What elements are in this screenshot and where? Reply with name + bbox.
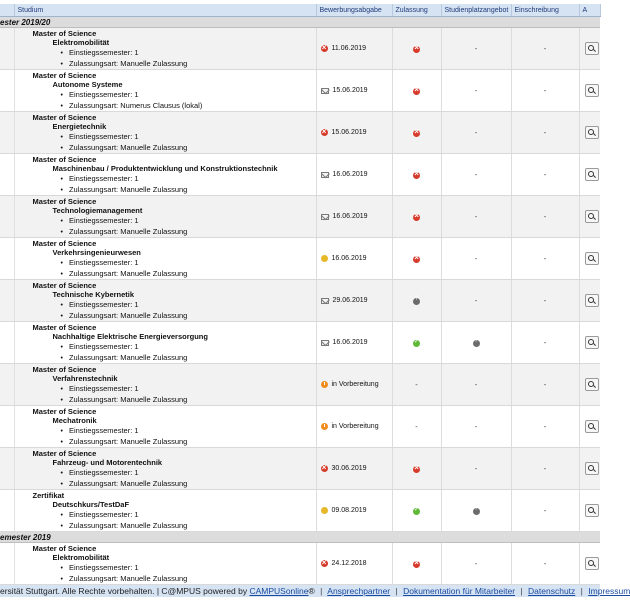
actions-cell xyxy=(579,280,600,322)
zulassung-cell xyxy=(392,322,441,364)
page-footer xyxy=(0,586,630,596)
registered-mark: ® xyxy=(308,586,315,596)
bewerbung-date: 16.06.2019 xyxy=(332,171,368,178)
magnifier-icon[interactable] xyxy=(585,42,599,55)
bewerbung-date: 30.06.2019 xyxy=(331,465,367,472)
einschreibung-cell xyxy=(511,322,579,364)
empty-value: - xyxy=(543,212,547,221)
program-detail: • Einstiegssemester: 1 xyxy=(61,216,316,227)
studienplatz-cell xyxy=(441,70,511,112)
program-detail: • Zulassungsart: Numerus Clausus (lokal) xyxy=(61,101,316,112)
einschreibung-cell xyxy=(511,406,579,448)
einschreibung-cell xyxy=(511,238,579,280)
zulassung-cell xyxy=(392,238,441,280)
bewerbung-date: 29.06.2019 xyxy=(332,297,368,304)
program-name: Elektromobilität xyxy=(52,553,110,562)
program-detail: • Einstiegssemester: 1 xyxy=(61,510,316,521)
studienplatz-cell xyxy=(441,543,511,585)
bewerbung-cell xyxy=(316,448,392,490)
mail-icon xyxy=(321,298,329,304)
col-header-einschreibung[interactable]: Einschreibung xyxy=(511,4,579,17)
actions-cell xyxy=(579,322,600,364)
actions-cell xyxy=(579,70,600,112)
row-lead xyxy=(0,154,14,196)
studienplatz-cell xyxy=(441,280,511,322)
campusonline-link[interactable]: CAMPUSonline xyxy=(249,586,309,596)
empty-value: - xyxy=(543,380,547,389)
zulassung-cell xyxy=(392,196,441,238)
study-cell xyxy=(14,364,316,406)
program-name: Elektromobilität xyxy=(52,38,110,47)
accepted-icon xyxy=(413,508,420,515)
magnifier-icon[interactable] xyxy=(585,504,599,517)
table-row xyxy=(0,196,600,238)
program-detail: • Zulassungsart: Manuelle Zulassung xyxy=(61,227,316,238)
empty-value: - xyxy=(415,422,418,431)
info-icon xyxy=(473,340,480,347)
program-detail: • Zulassungsart: Manuelle Zulassung xyxy=(61,311,316,322)
magnifier-icon[interactable] xyxy=(585,252,599,265)
program-name: Nachhaltige Elektrische Energieversorgung xyxy=(52,332,208,341)
empty-value: - xyxy=(415,380,418,389)
actions-cell xyxy=(579,364,600,406)
empty-value: - xyxy=(543,559,547,568)
empty-value: - xyxy=(474,464,478,473)
semester-label: ester 2019/20 xyxy=(0,17,600,28)
table-row xyxy=(0,322,600,364)
mail-icon xyxy=(321,88,329,94)
rejected-icon xyxy=(321,45,328,52)
empty-value: - xyxy=(543,254,547,263)
studienplatz-cell xyxy=(441,364,511,406)
einschreibung-cell xyxy=(511,364,579,406)
rejected-icon xyxy=(413,172,420,179)
zulassung-cell xyxy=(392,364,441,406)
degree-label: Master of Science xyxy=(32,449,97,458)
studienplatz-cell xyxy=(441,406,511,448)
program-name: Fahrzeug- und Motorentechnik xyxy=(52,458,163,467)
einschreibung-cell xyxy=(511,112,579,154)
empty-value: - xyxy=(474,422,478,431)
rejected-icon xyxy=(413,88,420,95)
info-icon xyxy=(473,508,480,515)
degree-label: Master of Science xyxy=(32,155,97,164)
col-header-actions[interactable]: A xyxy=(579,4,600,17)
row-lead xyxy=(0,112,14,154)
studienplatz-cell xyxy=(441,196,511,238)
footer-link-ansprechpartner[interactable]: Ansprechpartner xyxy=(327,586,391,596)
table-row xyxy=(0,490,600,532)
degree-label: Master of Science xyxy=(32,281,97,290)
einschreibung-cell xyxy=(511,280,579,322)
row-lead xyxy=(0,406,14,448)
program-name: Autonome Systeme xyxy=(52,80,123,89)
empty-value: - xyxy=(474,380,478,389)
magnifier-icon[interactable] xyxy=(585,84,599,97)
bewerbung-cell xyxy=(316,322,392,364)
bewerbung-date: in Vorbereitung xyxy=(331,423,379,430)
bewerbung-cell xyxy=(316,70,392,112)
zulassung-cell xyxy=(392,448,441,490)
table-row xyxy=(0,406,600,448)
bewerbung-date: 09.08.2019 xyxy=(331,507,367,514)
row-lead xyxy=(0,196,14,238)
bewerbung-date: 16.06.2019 xyxy=(332,213,368,220)
empty-value: - xyxy=(543,506,547,515)
bewerbung-cell xyxy=(316,112,392,154)
zulassung-cell xyxy=(392,490,441,532)
empty-value: - xyxy=(474,296,478,305)
einschreibung-cell xyxy=(511,448,579,490)
actions-cell xyxy=(579,28,600,70)
program-detail: • Einstiegssemester: 1 xyxy=(61,258,316,269)
mail-icon xyxy=(321,214,329,220)
program-detail: • Zulassungsart: Manuelle Zulassung xyxy=(61,185,316,196)
studienplatz-cell xyxy=(441,28,511,70)
accepted-icon xyxy=(413,340,420,347)
empty-value: - xyxy=(474,254,478,263)
table-row xyxy=(0,543,600,585)
table-row xyxy=(0,154,600,196)
program-detail: • Einstiegssemester: 1 xyxy=(61,468,316,479)
bewerbung-date: 16.06.2019 xyxy=(332,339,368,346)
table-row xyxy=(0,364,600,406)
footer-link-datenschutz[interactable]: Datenschutz xyxy=(528,586,576,596)
in-progress-icon xyxy=(321,423,328,430)
program-detail: • Zulassungsart: Manuelle Zulassung xyxy=(61,521,316,532)
study-cell xyxy=(14,490,316,532)
program-name: Maschinenbau / Produktentwicklung und Konstruktionstechnik xyxy=(52,164,278,173)
program-detail: • Einstiegssemester: 1 xyxy=(61,48,316,59)
program-detail: • Einstiegssemester: 1 xyxy=(61,174,316,185)
einschreibung-cell xyxy=(511,490,579,532)
bewerbung-cell xyxy=(316,154,392,196)
empty-value: - xyxy=(543,170,547,179)
zulassung-cell xyxy=(392,112,441,154)
program-detail: • Zulassungsart: Manuelle Zulassung xyxy=(61,437,316,448)
actions-cell xyxy=(579,112,600,154)
table-row xyxy=(0,238,600,280)
degree-label: Master of Science xyxy=(32,239,97,248)
actions-cell xyxy=(579,490,600,532)
empty-value: - xyxy=(543,44,547,53)
footer-link-impressum[interactable]: Impressum xyxy=(588,586,630,596)
bewerbung-date: in Vorbereitung xyxy=(331,381,379,388)
degree-label: Master of Science xyxy=(32,113,97,122)
magnifier-icon[interactable] xyxy=(585,168,599,181)
studienplatz-cell xyxy=(441,448,511,490)
pending-icon xyxy=(321,507,328,514)
degree-label: Master of Science xyxy=(32,71,97,80)
row-lead xyxy=(0,238,14,280)
row-lead xyxy=(0,490,14,532)
actions-cell xyxy=(579,448,600,490)
study-cell xyxy=(14,238,316,280)
table-row xyxy=(0,448,600,490)
col-header-studienplatzangebot[interactable]: Studienplatzangebot xyxy=(441,4,511,17)
bewerbung-date: 15.06.2019 xyxy=(332,87,368,94)
footer-copyright: ersität Stuttgart. Alle Rechte vorbehalten. | C@MPUS powered by xyxy=(0,586,248,596)
table-row xyxy=(0,112,600,154)
study-cell xyxy=(14,196,316,238)
program-detail: • Zulassungsart: Manuelle Zulassung xyxy=(61,395,316,406)
degree-label: Master of Science xyxy=(32,407,97,416)
rejected-icon xyxy=(321,465,328,472)
program-detail: • Zulassungsart: Manuelle Zulassung xyxy=(61,353,316,364)
table-row xyxy=(0,28,600,70)
row-lead xyxy=(0,322,14,364)
magnifier-icon[interactable] xyxy=(585,210,599,223)
zulassung-cell xyxy=(392,406,441,448)
program-detail: • Zulassungsart: Manuelle Zulassung xyxy=(61,479,316,490)
bewerbung-cell xyxy=(316,364,392,406)
rejected-icon xyxy=(321,129,328,136)
rejected-icon xyxy=(413,466,420,473)
row-lead xyxy=(0,448,14,490)
einschreibung-cell xyxy=(511,28,579,70)
rejected-icon xyxy=(413,214,420,221)
zulassung-cell xyxy=(392,70,441,112)
degree-label: Master of Science xyxy=(32,323,97,332)
degree-label: Master of Science xyxy=(32,197,97,206)
program-name: Mechatronik xyxy=(52,416,97,425)
empty-value: - xyxy=(474,170,478,179)
study-cell xyxy=(14,322,316,364)
study-cell xyxy=(14,543,316,585)
bewerbung-cell xyxy=(316,280,392,322)
program-detail: • Einstiegssemester: 1 xyxy=(61,563,316,574)
rejected-icon xyxy=(413,130,420,137)
col-header-studium[interactable]: Studium xyxy=(14,4,316,17)
magnifier-icon[interactable] xyxy=(585,126,599,139)
empty-value: - xyxy=(543,296,547,305)
studienplatz-cell xyxy=(441,154,511,196)
footer-link-dokumentation[interactable]: Dokumentation für Mitarbeiter xyxy=(403,586,516,596)
rejected-icon xyxy=(413,561,420,568)
empty-value: - xyxy=(474,86,478,95)
semester-header xyxy=(0,532,600,543)
zulassung-cell xyxy=(392,280,441,322)
magnifier-icon[interactable] xyxy=(585,557,599,570)
zulassung-cell xyxy=(392,154,441,196)
empty-value: - xyxy=(474,128,478,137)
bewerbung-date: 11.06.2019 xyxy=(331,45,367,52)
empty-value: - xyxy=(543,128,547,137)
rejected-icon xyxy=(321,560,328,567)
program-name: Verkehrsingenieurwesen xyxy=(52,248,141,257)
empty-value: - xyxy=(543,422,547,431)
semester-header xyxy=(0,17,600,28)
studienplatz-cell xyxy=(441,490,511,532)
program-detail: • Einstiegssemester: 1 xyxy=(61,426,316,437)
magnifier-icon[interactable] xyxy=(585,420,599,433)
program-name: Technische Kybernetik xyxy=(52,290,135,299)
actions-cell xyxy=(579,154,600,196)
program-detail: • Zulassungsart: Manuelle Zulassung xyxy=(61,269,316,280)
program-detail: • Zulassungsart: Manuelle Zulassung xyxy=(61,143,316,154)
applications-table xyxy=(0,4,601,597)
empty-value: - xyxy=(543,464,547,473)
program-detail: • Einstiegssemester: 1 xyxy=(61,90,316,101)
study-cell xyxy=(14,28,316,70)
table-header xyxy=(0,4,600,17)
einschreibung-cell xyxy=(511,196,579,238)
program-name: Energietechnik xyxy=(52,122,107,131)
program-detail: • Einstiegssemester: 1 xyxy=(61,342,316,353)
bewerbung-cell xyxy=(316,238,392,280)
bewerbung-cell xyxy=(316,196,392,238)
bewerbung-date: 24.12.2018 xyxy=(331,560,367,567)
mail-icon xyxy=(321,340,329,346)
actions-cell xyxy=(579,406,600,448)
row-lead xyxy=(0,364,14,406)
bewerbung-date: 16.06.2019 xyxy=(331,255,367,262)
program-name: Technologiemanagement xyxy=(52,206,143,215)
info-icon xyxy=(413,298,420,305)
program-name: Verfahrenstechnik xyxy=(52,374,118,383)
footer-separator: | xyxy=(580,586,583,596)
study-cell xyxy=(14,70,316,112)
program-detail: • Einstiegssemester: 1 xyxy=(61,384,316,395)
row-lead xyxy=(0,70,14,112)
footer-separator: | xyxy=(520,586,523,596)
bewerbung-cell xyxy=(316,490,392,532)
pending-icon xyxy=(321,255,328,262)
actions-cell xyxy=(579,238,600,280)
degree-label: Zertifikat xyxy=(32,491,65,500)
empty-value: - xyxy=(474,44,478,53)
bewerbung-date: 15.06.2019 xyxy=(331,129,367,136)
footer-separator: | xyxy=(320,586,323,596)
study-cell xyxy=(14,112,316,154)
study-cell xyxy=(14,406,316,448)
col-header-zulassung[interactable]: Zulassung xyxy=(392,4,441,17)
row-lead xyxy=(0,28,14,70)
program-detail: • Zulassungsart: Manuelle Zulassung xyxy=(61,574,316,585)
einschreibung-cell xyxy=(511,154,579,196)
col-header-bewerbungsabgabe[interactable]: Bewerbungsabgabe xyxy=(316,4,392,17)
table-row xyxy=(0,280,600,322)
empty-value: - xyxy=(543,338,547,347)
magnifier-icon[interactable] xyxy=(585,294,599,307)
magnifier-icon[interactable] xyxy=(585,336,599,349)
table-row xyxy=(0,70,600,112)
empty-value: - xyxy=(474,559,478,568)
studienplatz-cell xyxy=(441,238,511,280)
bewerbung-cell xyxy=(316,543,392,585)
row-lead xyxy=(0,543,14,585)
program-detail: • Einstiegssemester: 1 xyxy=(61,132,316,143)
studienplatz-cell xyxy=(441,112,511,154)
einschreibung-cell xyxy=(511,70,579,112)
degree-label: Master of Science xyxy=(32,29,97,38)
header-lead xyxy=(0,4,14,17)
study-cell xyxy=(14,154,316,196)
empty-value: - xyxy=(543,86,547,95)
bewerbung-cell xyxy=(316,28,392,70)
program-detail: • Zulassungsart: Manuelle Zulassung xyxy=(61,59,316,70)
rejected-icon xyxy=(413,46,420,53)
program-detail: • Einstiegssemester: 1 xyxy=(61,300,316,311)
semester-label: emester 2019 xyxy=(0,532,600,543)
actions-cell xyxy=(579,196,600,238)
in-progress-icon xyxy=(321,381,328,388)
footer-separator: | xyxy=(395,586,398,596)
magnifier-icon[interactable] xyxy=(585,378,599,391)
program-name: Deutschkurs/TestDaF xyxy=(52,500,130,509)
magnifier-icon[interactable] xyxy=(585,462,599,475)
actions-cell xyxy=(579,543,600,585)
degree-label: Master of Science xyxy=(32,544,97,553)
study-cell xyxy=(14,448,316,490)
studienplatz-cell xyxy=(441,322,511,364)
degree-label: Master of Science xyxy=(32,365,97,374)
empty-value: - xyxy=(474,212,478,221)
rejected-icon xyxy=(413,256,420,263)
zulassung-cell xyxy=(392,543,441,585)
row-lead xyxy=(0,280,14,322)
study-cell xyxy=(14,280,316,322)
bewerbung-cell xyxy=(316,406,392,448)
zulassung-cell xyxy=(392,28,441,70)
einschreibung-cell xyxy=(511,543,579,585)
mail-icon xyxy=(321,172,329,178)
